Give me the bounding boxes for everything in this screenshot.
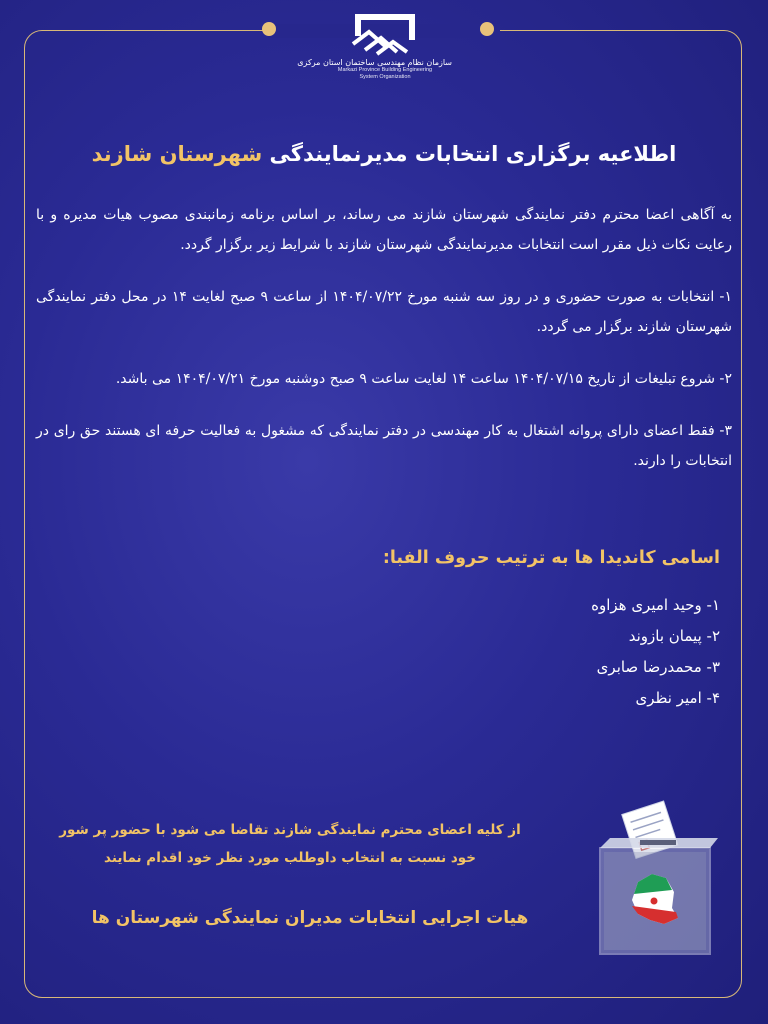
logo-english-line1: Markazi Province Building Engineering — [337, 67, 433, 73]
candidate-item: ۱- وحید امیری هزاوه — [591, 596, 720, 614]
closing-message — [30, 816, 550, 872]
title-main: اطلاعیه برگزاری انتخابات مدیرنمایندگی — [269, 142, 677, 166]
candidate-item: ۳- محمدرضا صابری — [596, 658, 720, 676]
ballot-box-illustration — [592, 800, 722, 960]
condition-paragraph-3: ۳- فقط اعضای دارای پروانه اشتغال به کار مهندسی در دفتر نمایندگی که مشغول به فعالیت حرفه ای هستند حق رای در انتخابات را دارند. — [36, 423, 732, 469]
page-title — [40, 142, 728, 166]
candidates-heading: اسامی کاندیدا ها به ترتیب حروف الفبا: — [382, 548, 720, 568]
ballot-box-icon — [592, 800, 722, 960]
condition-paragraph-2: ۲- شروع تبلیغات از تاریخ ۱۴۰۴/۰۷/۱۵ ساعت ۱۴ لغایت ساعت ۹ صبح دوشنبه مورخ ۱۴۰۴/۰۷/۲۱ می باشد. — [115, 371, 732, 387]
closing-line-2: خود نسبت به انتخاب داوطلب مورد نظر خود اقدام نمایند — [104, 850, 476, 866]
logo-persian-name: سازمان نظام مهندسی ساختمان استان مرکزی — [297, 58, 452, 67]
frame-dot-left — [262, 22, 276, 36]
candidate-item: ۲- پیمان بازوند — [628, 627, 720, 645]
candidate-item: ۴- امیر نظری — [635, 689, 720, 707]
logo-english-line2: System Organization — [359, 74, 411, 80]
closing-line-1: از کلیه اعضای محترم نمایندگی شازند تقاضا می شود با حضور پر شور — [59, 822, 521, 838]
title-highlight: شهرستان شازند — [91, 142, 263, 166]
organization-logo — [297, 6, 452, 106]
candidates-list — [40, 590, 720, 714]
building-roof-logo-icon — [349, 6, 421, 56]
signature: هیات اجرایی انتخابات مدیران نمایندگی شهرستان ها — [91, 908, 529, 928]
announcement-body — [36, 200, 732, 498]
condition-paragraph-1: ۱- انتخابات به صورت حضوری و در روز سه شنبه مورخ ۱۴۰۴/۰۷/۲۲ از ساعت ۹ صبح لغایت ۱۴ در محل دفتر نمایندگی شهرستان شازند برگزار می گردد. — [36, 289, 733, 335]
frame-dot-right — [480, 22, 494, 36]
intro-paragraph: به آگاهی اعضا محترم دفتر نمایندگی شهرستان شازند می رساند، بر اساس برنامه زمانبندی مصوب هیات مدیره و با رعایت نکات ذیل مقرر است انتخابات مدیرنمایندگی شهرستان شازند با شرایط زیر برگزار گردد. — [36, 207, 732, 253]
